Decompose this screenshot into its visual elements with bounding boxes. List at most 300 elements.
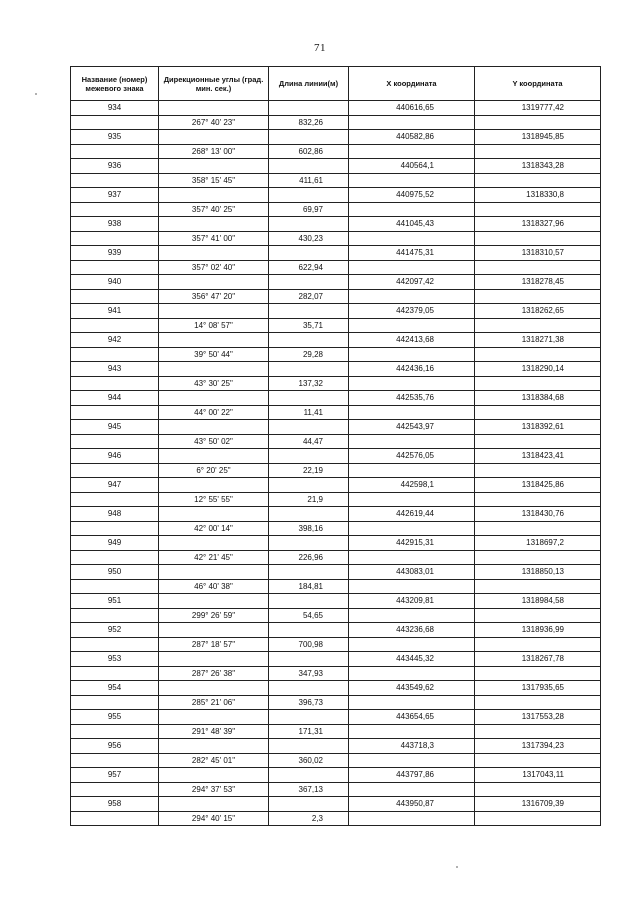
x-coordinate-cell: 442619,44 bbox=[349, 507, 475, 522]
table-body bbox=[71, 101, 601, 826]
empty-cell bbox=[349, 318, 475, 333]
point-name-cell: 953 bbox=[71, 652, 159, 667]
point-row bbox=[71, 101, 601, 116]
direction-angle-cell: 294° 37' 53" bbox=[159, 782, 269, 797]
empty-cell bbox=[71, 463, 159, 478]
point-row bbox=[71, 652, 601, 667]
empty-cell bbox=[159, 275, 269, 290]
segment-row bbox=[71, 231, 601, 246]
point-name-cell: 948 bbox=[71, 507, 159, 522]
empty-cell bbox=[269, 797, 349, 812]
segment-row bbox=[71, 173, 601, 188]
page-number: 71 bbox=[314, 42, 326, 54]
empty-cell bbox=[159, 797, 269, 812]
empty-cell bbox=[159, 652, 269, 667]
direction-angle-cell: 285° 21' 06" bbox=[159, 695, 269, 710]
empty-cell bbox=[159, 594, 269, 609]
point-row bbox=[71, 391, 601, 406]
point-row bbox=[71, 449, 601, 464]
line-length-cell: 44,47 bbox=[269, 434, 349, 449]
y-coordinate-cell: 1318384,68 bbox=[475, 391, 601, 406]
point-name-cell: 947 bbox=[71, 478, 159, 493]
x-coordinate-cell: 440975,52 bbox=[349, 188, 475, 203]
y-coordinate-cell: 1319777,42 bbox=[475, 101, 601, 116]
line-length-cell: 69,97 bbox=[269, 202, 349, 217]
empty-cell bbox=[349, 550, 475, 565]
segment-row bbox=[71, 695, 601, 710]
segment-row bbox=[71, 289, 601, 304]
empty-cell bbox=[269, 130, 349, 145]
empty-cell bbox=[349, 173, 475, 188]
point-name-cell: 955 bbox=[71, 710, 159, 725]
empty-cell bbox=[159, 710, 269, 725]
line-length-cell: 11,41 bbox=[269, 405, 349, 420]
empty-cell bbox=[71, 115, 159, 130]
empty-cell bbox=[71, 202, 159, 217]
empty-cell bbox=[159, 130, 269, 145]
point-name-cell: 942 bbox=[71, 333, 159, 348]
y-coordinate-cell: 1317553,28 bbox=[475, 710, 601, 725]
empty-cell bbox=[269, 101, 349, 116]
empty-cell bbox=[349, 695, 475, 710]
point-name-cell: 956 bbox=[71, 739, 159, 754]
x-coordinate-cell: 443209,81 bbox=[349, 594, 475, 609]
direction-angle-cell: 357° 41' 00" bbox=[159, 231, 269, 246]
empty-cell bbox=[269, 710, 349, 725]
empty-cell bbox=[269, 594, 349, 609]
empty-cell bbox=[475, 695, 601, 710]
line-length-cell: 347,93 bbox=[269, 666, 349, 681]
y-coordinate-cell: 1318425,86 bbox=[475, 478, 601, 493]
empty-cell bbox=[349, 434, 475, 449]
line-length-cell: 398,16 bbox=[269, 521, 349, 536]
empty-cell bbox=[269, 565, 349, 580]
line-length-cell: 171,31 bbox=[269, 724, 349, 739]
empty-cell bbox=[159, 478, 269, 493]
point-name-cell: 938 bbox=[71, 217, 159, 232]
empty-cell bbox=[269, 159, 349, 174]
empty-cell bbox=[71, 579, 159, 594]
header-y-coordinate: Y координата bbox=[475, 67, 601, 101]
empty-cell bbox=[71, 550, 159, 565]
empty-cell bbox=[71, 144, 159, 159]
line-length-cell: 184,81 bbox=[269, 579, 349, 594]
direction-angle-cell: 287° 26' 38" bbox=[159, 666, 269, 681]
segment-row bbox=[71, 405, 601, 420]
segment-row bbox=[71, 115, 601, 130]
empty-cell bbox=[71, 434, 159, 449]
empty-cell bbox=[269, 391, 349, 406]
y-coordinate-cell: 1317394,23 bbox=[475, 739, 601, 754]
point-row bbox=[71, 536, 601, 551]
table-header-row bbox=[71, 67, 601, 101]
segment-row bbox=[71, 202, 601, 217]
empty-cell bbox=[475, 202, 601, 217]
empty-cell bbox=[269, 188, 349, 203]
line-length-cell: 367,13 bbox=[269, 782, 349, 797]
segment-row bbox=[71, 753, 601, 768]
empty-cell bbox=[269, 420, 349, 435]
empty-cell bbox=[475, 347, 601, 362]
segment-row bbox=[71, 347, 601, 362]
empty-cell bbox=[71, 521, 159, 536]
empty-cell bbox=[159, 188, 269, 203]
point-name-cell: 950 bbox=[71, 565, 159, 580]
empty-cell bbox=[349, 724, 475, 739]
empty-cell bbox=[475, 144, 601, 159]
y-coordinate-cell: 1317043,11 bbox=[475, 768, 601, 783]
point-name-cell: 946 bbox=[71, 449, 159, 464]
y-coordinate-cell: 1316709,39 bbox=[475, 797, 601, 812]
point-name-cell: 954 bbox=[71, 681, 159, 696]
empty-cell bbox=[269, 739, 349, 754]
x-coordinate-cell: 443083,01 bbox=[349, 565, 475, 580]
empty-cell bbox=[269, 275, 349, 290]
empty-cell bbox=[349, 463, 475, 478]
y-coordinate-cell: 1318430,76 bbox=[475, 507, 601, 522]
segment-row bbox=[71, 434, 601, 449]
empty-cell bbox=[269, 681, 349, 696]
empty-cell bbox=[269, 217, 349, 232]
direction-angle-cell: 44° 00' 22" bbox=[159, 405, 269, 420]
empty-cell bbox=[475, 724, 601, 739]
direction-angle-cell: 43° 30' 25" bbox=[159, 376, 269, 391]
segment-row bbox=[71, 521, 601, 536]
x-coordinate-cell: 442915,31 bbox=[349, 536, 475, 551]
direction-angle-cell: 268° 13' 00" bbox=[159, 144, 269, 159]
empty-cell bbox=[71, 405, 159, 420]
segment-row bbox=[71, 376, 601, 391]
x-coordinate-cell: 443549,62 bbox=[349, 681, 475, 696]
empty-cell bbox=[269, 478, 349, 493]
direction-angle-cell: 6° 20' 25" bbox=[159, 463, 269, 478]
empty-cell bbox=[71, 318, 159, 333]
y-coordinate-cell: 1318267,78 bbox=[475, 652, 601, 667]
point-row bbox=[71, 362, 601, 377]
x-coordinate-cell: 441045,43 bbox=[349, 217, 475, 232]
empty-cell bbox=[349, 492, 475, 507]
direction-angle-cell: 282° 45' 01" bbox=[159, 753, 269, 768]
x-coordinate-cell: 440564,1 bbox=[349, 159, 475, 174]
empty-cell bbox=[159, 623, 269, 638]
y-coordinate-cell: 1318850,13 bbox=[475, 565, 601, 580]
empty-cell bbox=[71, 231, 159, 246]
x-coordinate-cell: 443445,32 bbox=[349, 652, 475, 667]
direction-angle-cell: 356° 47' 20" bbox=[159, 289, 269, 304]
line-length-cell: 411,61 bbox=[269, 173, 349, 188]
line-length-cell: 54,65 bbox=[269, 608, 349, 623]
empty-cell bbox=[349, 811, 475, 826]
direction-angle-cell: 12° 55' 55" bbox=[159, 492, 269, 507]
point-name-cell: 936 bbox=[71, 159, 159, 174]
empty-cell bbox=[475, 579, 601, 594]
y-coordinate-cell: 1318271,38 bbox=[475, 333, 601, 348]
x-coordinate-cell: 443950,87 bbox=[349, 797, 475, 812]
empty-cell bbox=[159, 304, 269, 319]
line-length-cell: 29,28 bbox=[269, 347, 349, 362]
empty-cell bbox=[349, 637, 475, 652]
empty-cell bbox=[475, 608, 601, 623]
y-coordinate-cell: 1318392,61 bbox=[475, 420, 601, 435]
x-coordinate-cell: 443236,68 bbox=[349, 623, 475, 638]
empty-cell bbox=[71, 637, 159, 652]
y-coordinate-cell: 1318278,45 bbox=[475, 275, 601, 290]
point-row bbox=[71, 565, 601, 580]
empty-cell bbox=[269, 246, 349, 261]
empty-cell bbox=[349, 521, 475, 536]
empty-cell bbox=[349, 608, 475, 623]
point-name-cell: 945 bbox=[71, 420, 159, 435]
empty-cell bbox=[475, 463, 601, 478]
empty-cell bbox=[159, 362, 269, 377]
y-coordinate-cell: 1318423,41 bbox=[475, 449, 601, 464]
empty-cell bbox=[159, 159, 269, 174]
empty-cell bbox=[475, 376, 601, 391]
x-coordinate-cell: 442436,16 bbox=[349, 362, 475, 377]
point-row bbox=[71, 768, 601, 783]
empty-cell bbox=[475, 115, 601, 130]
point-name-cell: 934 bbox=[71, 101, 159, 116]
empty-cell bbox=[349, 753, 475, 768]
direction-angle-cell: 42° 21' 45" bbox=[159, 550, 269, 565]
segment-row bbox=[71, 463, 601, 478]
empty-cell bbox=[71, 173, 159, 188]
empty-cell bbox=[159, 391, 269, 406]
line-length-cell: 430,23 bbox=[269, 231, 349, 246]
direction-angle-cell: 14° 08' 57" bbox=[159, 318, 269, 333]
point-name-cell: 941 bbox=[71, 304, 159, 319]
point-row bbox=[71, 739, 601, 754]
empty-cell bbox=[269, 449, 349, 464]
y-coordinate-cell: 1318262,65 bbox=[475, 304, 601, 319]
x-coordinate-cell: 440582,86 bbox=[349, 130, 475, 145]
point-name-cell: 952 bbox=[71, 623, 159, 638]
empty-cell bbox=[71, 811, 159, 826]
segment-row bbox=[71, 782, 601, 797]
empty-cell bbox=[159, 217, 269, 232]
empty-cell bbox=[475, 753, 601, 768]
x-coordinate-cell: 442535,76 bbox=[349, 391, 475, 406]
empty-cell bbox=[71, 753, 159, 768]
empty-cell bbox=[269, 333, 349, 348]
empty-cell bbox=[159, 536, 269, 551]
y-coordinate-cell: 1318697,2 bbox=[475, 536, 601, 551]
empty-cell bbox=[475, 521, 601, 536]
empty-cell bbox=[71, 666, 159, 681]
point-row bbox=[71, 478, 601, 493]
direction-angle-cell: 358° 15' 45" bbox=[159, 173, 269, 188]
segment-row bbox=[71, 608, 601, 623]
empty-cell bbox=[349, 405, 475, 420]
empty-cell bbox=[349, 144, 475, 159]
direction-angle-cell: 291° 48' 39" bbox=[159, 724, 269, 739]
point-row bbox=[71, 333, 601, 348]
direction-angle-cell: 357° 40' 25" bbox=[159, 202, 269, 217]
y-coordinate-cell: 1318327,96 bbox=[475, 217, 601, 232]
empty-cell bbox=[475, 289, 601, 304]
line-length-cell: 396,73 bbox=[269, 695, 349, 710]
empty-cell bbox=[349, 202, 475, 217]
point-name-cell: 935 bbox=[71, 130, 159, 145]
point-name-cell: 943 bbox=[71, 362, 159, 377]
empty-cell bbox=[71, 492, 159, 507]
boundary-coordinates-table bbox=[70, 66, 601, 826]
empty-cell bbox=[159, 246, 269, 261]
empty-cell bbox=[475, 637, 601, 652]
y-coordinate-cell: 1318343,28 bbox=[475, 159, 601, 174]
direction-angle-cell: 42° 00' 14" bbox=[159, 521, 269, 536]
empty-cell bbox=[475, 811, 601, 826]
segment-row bbox=[71, 318, 601, 333]
x-coordinate-cell: 440616,65 bbox=[349, 101, 475, 116]
point-row bbox=[71, 246, 601, 261]
y-coordinate-cell: 1318936,99 bbox=[475, 623, 601, 638]
line-length-cell: 22,19 bbox=[269, 463, 349, 478]
header-line-length: Длина линии(м) bbox=[269, 67, 349, 101]
direction-angle-cell: 43° 50' 02" bbox=[159, 434, 269, 449]
direction-angle-cell: 294° 40' 15" bbox=[159, 811, 269, 826]
empty-cell bbox=[475, 318, 601, 333]
point-row bbox=[71, 130, 601, 145]
empty-cell bbox=[269, 362, 349, 377]
y-coordinate-cell: 1317935,65 bbox=[475, 681, 601, 696]
empty-cell bbox=[159, 449, 269, 464]
header-x-coordinate: Х координата bbox=[349, 67, 475, 101]
point-row bbox=[71, 420, 601, 435]
empty-cell bbox=[269, 304, 349, 319]
empty-cell bbox=[349, 231, 475, 246]
y-coordinate-cell: 1318945,85 bbox=[475, 130, 601, 145]
empty-cell bbox=[71, 608, 159, 623]
empty-cell bbox=[269, 536, 349, 551]
line-length-cell: 21,9 bbox=[269, 492, 349, 507]
empty-cell bbox=[269, 507, 349, 522]
point-name-cell: 939 bbox=[71, 246, 159, 261]
empty-cell bbox=[71, 695, 159, 710]
x-coordinate-cell: 443797,86 bbox=[349, 768, 475, 783]
empty-cell bbox=[349, 579, 475, 594]
empty-cell bbox=[159, 101, 269, 116]
empty-cell bbox=[475, 405, 601, 420]
scan-speck bbox=[456, 866, 458, 868]
empty-cell bbox=[71, 289, 159, 304]
line-length-cell: 832,26 bbox=[269, 115, 349, 130]
empty-cell bbox=[475, 260, 601, 275]
empty-cell bbox=[159, 507, 269, 522]
direction-angle-cell: 287° 18' 57" bbox=[159, 637, 269, 652]
empty-cell bbox=[349, 347, 475, 362]
empty-cell bbox=[159, 420, 269, 435]
point-name-cell: 957 bbox=[71, 768, 159, 783]
line-length-cell: 226,96 bbox=[269, 550, 349, 565]
segment-row bbox=[71, 637, 601, 652]
point-row bbox=[71, 681, 601, 696]
empty-cell bbox=[475, 666, 601, 681]
empty-cell bbox=[349, 115, 475, 130]
x-coordinate-cell: 442413,68 bbox=[349, 333, 475, 348]
x-coordinate-cell: 442379,05 bbox=[349, 304, 475, 319]
direction-angle-cell: 46° 40' 38" bbox=[159, 579, 269, 594]
x-coordinate-cell: 443718,3 bbox=[349, 739, 475, 754]
point-row bbox=[71, 797, 601, 812]
direction-angle-cell: 299° 26' 59" bbox=[159, 608, 269, 623]
point-row bbox=[71, 304, 601, 319]
x-coordinate-cell: 443654,65 bbox=[349, 710, 475, 725]
header-point-name: Название (номер) межевого знака bbox=[71, 67, 159, 101]
line-length-cell: 700,98 bbox=[269, 637, 349, 652]
empty-cell bbox=[475, 550, 601, 565]
point-row bbox=[71, 217, 601, 232]
empty-cell bbox=[159, 739, 269, 754]
empty-cell bbox=[475, 782, 601, 797]
segment-row bbox=[71, 492, 601, 507]
x-coordinate-cell: 442543,97 bbox=[349, 420, 475, 435]
empty-cell bbox=[71, 782, 159, 797]
point-name-cell: 940 bbox=[71, 275, 159, 290]
segment-row bbox=[71, 260, 601, 275]
empty-cell bbox=[475, 231, 601, 246]
empty-cell bbox=[349, 260, 475, 275]
x-coordinate-cell: 442097,42 bbox=[349, 275, 475, 290]
point-row bbox=[71, 275, 601, 290]
line-length-cell: 137,32 bbox=[269, 376, 349, 391]
empty-cell bbox=[71, 260, 159, 275]
point-row bbox=[71, 623, 601, 638]
empty-cell bbox=[349, 666, 475, 681]
empty-cell bbox=[71, 724, 159, 739]
line-length-cell: 35,71 bbox=[269, 318, 349, 333]
empty-cell bbox=[269, 623, 349, 638]
empty-cell bbox=[71, 376, 159, 391]
empty-cell bbox=[349, 782, 475, 797]
x-coordinate-cell: 442576,05 bbox=[349, 449, 475, 464]
segment-row bbox=[71, 724, 601, 739]
point-row bbox=[71, 594, 601, 609]
line-length-cell: 602,86 bbox=[269, 144, 349, 159]
empty-cell bbox=[71, 347, 159, 362]
y-coordinate-cell: 1318310,57 bbox=[475, 246, 601, 261]
empty-cell bbox=[159, 333, 269, 348]
empty-cell bbox=[269, 768, 349, 783]
line-length-cell: 622,94 bbox=[269, 260, 349, 275]
empty-cell bbox=[269, 652, 349, 667]
point-row bbox=[71, 507, 601, 522]
empty-cell bbox=[349, 289, 475, 304]
segment-row bbox=[71, 579, 601, 594]
line-length-cell: 282,07 bbox=[269, 289, 349, 304]
segment-row bbox=[71, 811, 601, 826]
y-coordinate-cell: 1318330,8 bbox=[475, 188, 601, 203]
empty-cell bbox=[349, 376, 475, 391]
header-direction-angle: Дирекционные углы (град. мин. сек.) bbox=[159, 67, 269, 101]
direction-angle-cell: 267° 40' 23" bbox=[159, 115, 269, 130]
segment-row bbox=[71, 666, 601, 681]
y-coordinate-cell: 1318290,14 bbox=[475, 362, 601, 377]
segment-row bbox=[71, 144, 601, 159]
point-row bbox=[71, 188, 601, 203]
empty-cell bbox=[159, 681, 269, 696]
point-name-cell: 944 bbox=[71, 391, 159, 406]
x-coordinate-cell: 441475,31 bbox=[349, 246, 475, 261]
point-name-cell: 958 bbox=[71, 797, 159, 812]
line-length-cell: 2,3 bbox=[269, 811, 349, 826]
x-coordinate-cell: 442598,1 bbox=[349, 478, 475, 493]
empty-cell bbox=[159, 768, 269, 783]
direction-angle-cell: 39° 50' 44" bbox=[159, 347, 269, 362]
empty-cell bbox=[475, 173, 601, 188]
empty-cell bbox=[475, 492, 601, 507]
point-name-cell: 949 bbox=[71, 536, 159, 551]
